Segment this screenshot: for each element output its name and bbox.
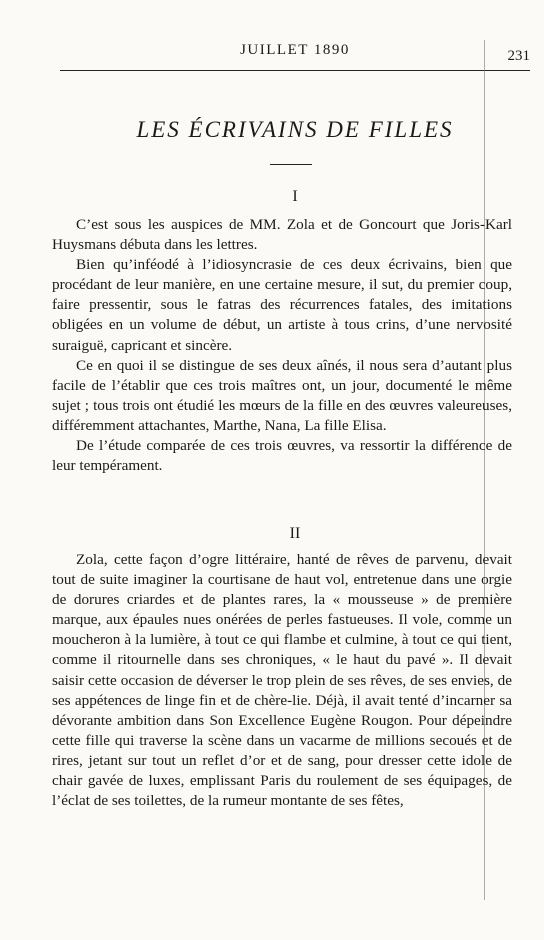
- running-head-title: JUILLET 1890: [240, 42, 350, 58]
- title-divider: [270, 164, 312, 165]
- article-title: LES ÉCRIVAINS DE FILLES: [136, 117, 454, 142]
- running-head: [60, 40, 530, 71]
- paragraph: Bien qu’inféodé à l’idiosyncrasie de ces deux écrivains, bien que procédant de leur manière, en une certaine mesure, il sut, du premier coup, faire pressentir, sous le fatras des récurrences fatales, des imitations obligées en un volume de début, un artiste à tous crins, d’une nervosité suraiguë, capricant et sincère.: [52, 256, 512, 354]
- section-2-body: [52, 550, 512, 811]
- paragraph: Zola, cette façon d’ogre littéraire, hanté de rêves de parvenu, devait tout de suite imaginer la courtisane de haut vol, entretenue dans une orgie de dorures criardes et de plantes rares, la « mousseuse » de première marque, aux épaules nues onérées de perles fastueuses. Il vole, comme un moucheron à la lumière, à tout ce qui flambe et culmine, à tout ce qui tient, comme il ritournelle dans ses chroniques, « le haut du pavé ». Il devait saisir cette occasion de déverser le trop plein de ses rêves, de ses envies, de ses appétences de linge fin et de chère-lie. Déjà, il avait tenté d’incarner sa dévorante ambition dans Son Excellence Eugène Rougon. Pour dépeindre cette fille qui traverse la scène dans un vacarme de millions secoués et de rires, jetant sur tout un reflet d’or et de sang, pour dresser cette idole de chair gavée de luxes, emplissant Paris du roulement de ses équipages, de l’éclat de ses toilettes, de la rumeur montante de ses fêtes,: [52, 551, 512, 810]
- section-1-body: [52, 215, 512, 476]
- section-number-1: I: [292, 188, 298, 205]
- paragraph: De l’étude comparée de ces trois œuvres, va ressortir la différence de leur tempérament.: [52, 437, 512, 475]
- section-number-2: II: [289, 525, 301, 542]
- page-number: 231: [507, 48, 530, 64]
- paragraph: Ce en quoi il se distingue de ses deux aînés, il nous sera d’autant plus facile de l’établir que ces trois maîtres ont, un jour, documenté le même sujet ; tous trois ont étudié les mœurs de la fille en des œuvres valeureuses, différemment attachantes, Marthe, Nana, La fille Elisa.: [52, 356, 512, 434]
- paragraph: C’est sous les auspices de MM. Zola et de Goncourt que Joris-Karl Huysmans débuta dans les lettres.: [52, 216, 512, 254]
